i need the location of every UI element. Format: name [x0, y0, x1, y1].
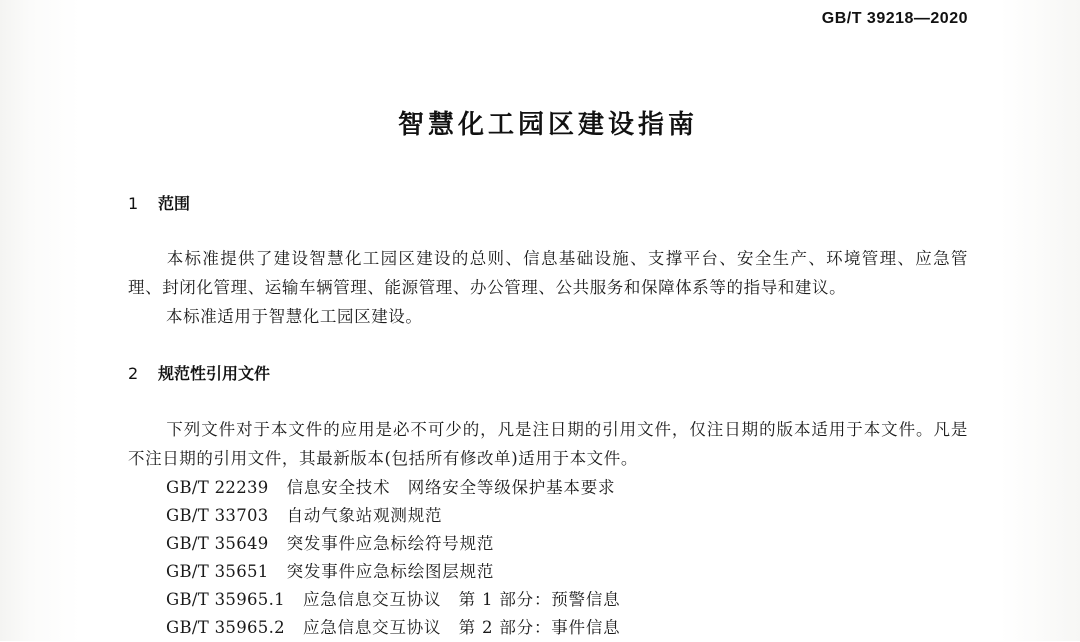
normative-reference-list [166, 474, 620, 642]
reference-code: GB/T 35649 [166, 534, 269, 553]
section-2-number: 2 [128, 364, 139, 383]
section-1-paragraph-2 [128, 302, 968, 331]
document-title: 智慧化工园区建设指南 [397, 110, 698, 140]
section-2-title: 规范性引用文件 [158, 364, 271, 383]
reference-title: 突发事件应急标绘图层规范 [286, 562, 495, 581]
reference-code: GB/T 22239 [166, 478, 269, 497]
reference-item [166, 586, 620, 614]
reference-item [166, 558, 620, 586]
section-2-paragraph-1 [128, 415, 968, 473]
reference-code: GB/T 35651 [166, 562, 269, 581]
reference-item [166, 530, 620, 558]
section-2-paragraph-1-text: 下列文件对于本文件的应用是必不可少的，凡是注日期的引用文件，仅注日期的版本适用于本文件。凡是不注日期的引用文件，其最新版本(包括所有修改单)适用于本文件。 [128, 420, 968, 468]
reference-code: GB/T 33703 [166, 506, 269, 525]
reference-code: GB/T 35965.2 [166, 618, 285, 637]
section-2-heading [128, 361, 270, 384]
reference-title: 应急信息交互协议 第 1 部分：预警信息 [302, 590, 621, 609]
section-1-paragraph-1 [128, 244, 968, 302]
section-1-paragraph-2-text: 本标准适用于智慧化工园区建设。 [166, 307, 423, 326]
reference-title: 信息安全技术 网络安全等级保护基本要求 [286, 478, 616, 497]
reference-title: 突发事件应急标绘符号规范 [286, 534, 495, 553]
section-1-paragraph-1-text: 本标准提供了建设智慧化工园区建设的总则、信息基础设施、支撑平台、安全生产、环境管理、应急管理、封闭化管理、运输车辆管理、能源管理、办公管理、公共服务和保障体系等的指导和建议。 [128, 249, 968, 297]
reference-item [166, 502, 620, 530]
reference-code: GB/T 35965.1 [166, 590, 285, 609]
standard-code: GB/T 39218—2020 [821, 10, 968, 27]
reference-item [166, 474, 620, 502]
section-1-title: 范围 [158, 194, 191, 213]
section-1-number: 1 [128, 194, 139, 213]
reference-title: 应急信息交互协议 第 2 部分：事件信息 [302, 618, 621, 637]
section-1-heading [128, 191, 190, 214]
reference-item [166, 614, 620, 642]
reference-title: 自动气象站观测规范 [286, 506, 443, 525]
